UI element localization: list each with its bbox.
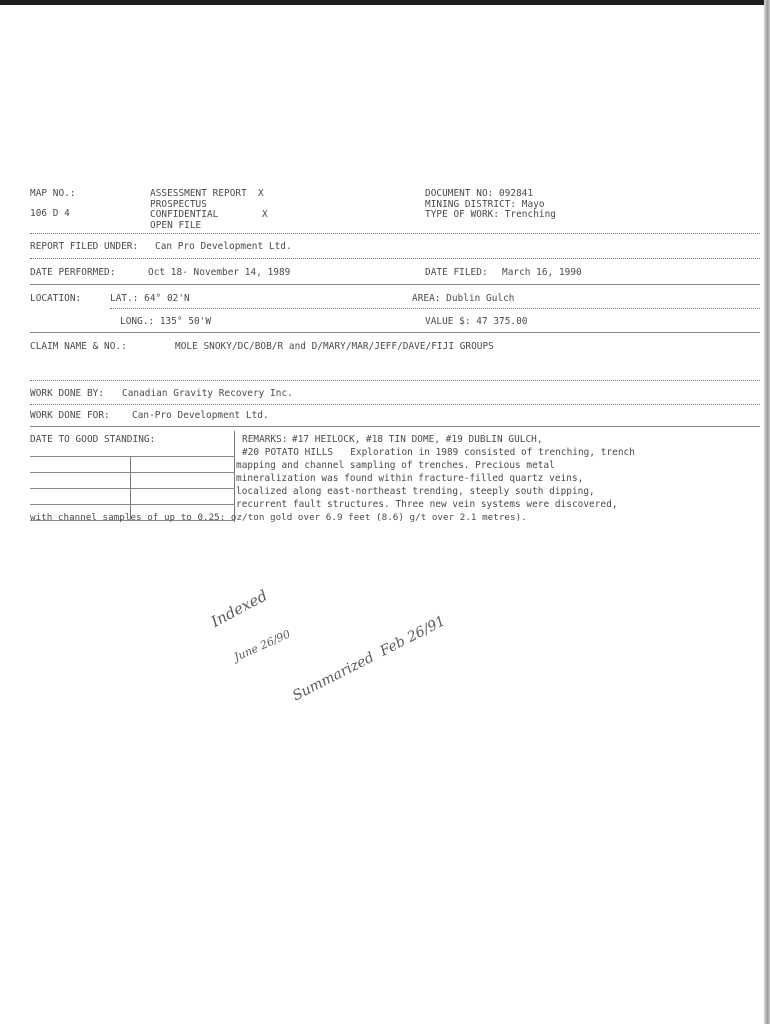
divider [30, 233, 760, 234]
table-rule [30, 488, 235, 489]
assessment-report-mark: X [258, 188, 264, 199]
remarks-line: #20 POTATO HILLS Exploration in 1989 consisted of trenching, trench [242, 447, 635, 458]
divider [30, 426, 760, 427]
divider [110, 308, 760, 309]
claim-label: CLAIM NAME & NO.: [30, 341, 127, 352]
handwritten-date: June 26/90 [232, 627, 293, 664]
map-no-value: 106 D 4 [30, 208, 70, 219]
table-rule [30, 504, 235, 505]
claim-value: MOLE SNOKY/DC/BOB/R and D/MARY/MAR/JEFF/DAVE/FIJI GROUPS [175, 341, 494, 352]
area: AREA: Dublin Gulch [412, 293, 515, 304]
good-standing-label: DATE TO GOOD STANDING: [30, 434, 156, 445]
assessment-report-label: ASSESSMENT REPORT [150, 188, 247, 199]
divider [30, 404, 760, 405]
scan-top-border [0, 0, 770, 5]
date-performed-value: Oct 18- November 14, 1989 [148, 267, 291, 278]
prospectus-label: PROSPECTUS [150, 199, 207, 210]
remarks-line: #17 HEILOCK, #18 TIN DOME, #19 DUBLIN GULCH, [292, 434, 543, 445]
remarks-label: REMARKS: [242, 434, 288, 445]
confidential-label: CONFIDENTIAL [150, 209, 219, 220]
mining-district: MINING DISTRICT: Mayo [425, 199, 545, 210]
divider [30, 332, 760, 333]
report-filed-under-label: REPORT FILED UNDER: [30, 241, 139, 252]
open-file-label: OPEN FILE [150, 220, 202, 231]
type-of-work: TYPE OF WORK: Trenching [425, 209, 556, 220]
divider [30, 258, 760, 259]
table-rule [30, 472, 235, 473]
latitude: LAT.: 64° 02'N [110, 293, 190, 304]
date-filed-label: DATE FILED: [425, 267, 488, 278]
remarks-line: recurrent fault structures. Three new vein systems were discovered, [236, 499, 618, 510]
confidential-mark: X [262, 209, 268, 220]
map-no-label: MAP NO.: [30, 188, 76, 199]
table-rule [30, 456, 235, 457]
work-done-for-value: Can-Pro Development Ltd. [132, 410, 269, 421]
date-performed-label: DATE PERFORMED: [30, 267, 116, 278]
handwritten-summarized: Summarized Feb 26/91 [290, 613, 449, 705]
location-label: LOCATION: [30, 293, 82, 304]
remarks-line: mineralization was found within fracture-filled quartz veins, [236, 473, 584, 484]
value-amount: VALUE $: 47 375.00 [425, 316, 528, 327]
handwritten-indexed: Indexed [208, 586, 271, 631]
scan-right-edge [764, 0, 770, 1024]
remarks-line: mapping and channel sampling of trenches. Precious metal [236, 460, 555, 471]
remarks-line: localized along east-northeast trending, steeply south dipping, [236, 486, 595, 497]
report-filed-under-value: Can Pro Development Ltd. [155, 241, 292, 252]
divider [30, 380, 760, 381]
date-filed-value: March 16, 1990 [502, 267, 582, 278]
work-done-by-label: WORK DONE BY: [30, 388, 105, 399]
work-done-by-value: Canadian Gravity Recovery Inc. [122, 388, 293, 399]
table-divider [234, 431, 235, 522]
remarks-line: with channel samples of up to 0.25: oz/ton gold over 6.9 feet (8.6) g/t over 2.1 metres). [30, 512, 527, 523]
work-done-for-label: WORK DONE FOR: [30, 410, 110, 421]
document-number: DOCUMENT NO: 092841 [425, 188, 534, 199]
divider [30, 284, 760, 285]
longitude: LONG.: 135° 50'W [120, 316, 212, 327]
